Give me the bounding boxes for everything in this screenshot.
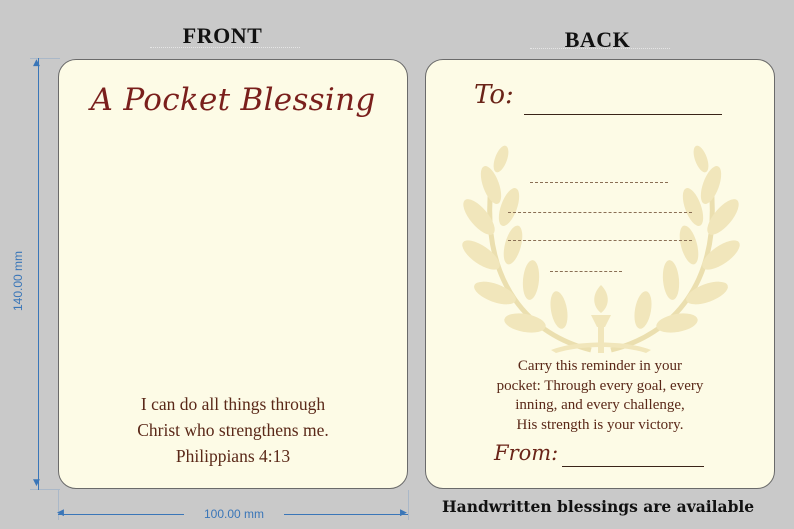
laurel-wreath-icon: [451, 145, 751, 355]
to-write-line: [524, 114, 722, 115]
message-write-line: [508, 212, 692, 213]
height-dimension-line: [38, 58, 39, 490]
back-card: [425, 59, 775, 489]
card-title: A Pocket Blessing: [90, 82, 376, 118]
verse-line: Christ who strengthens me.: [137, 420, 329, 440]
from-write-line: [562, 466, 704, 467]
back-heading: BACK: [564, 27, 631, 52]
front-heading-underline: [150, 47, 300, 48]
footer-note: Handwritten blessings are available: [442, 497, 755, 516]
message-write-line: [530, 182, 668, 183]
verse-reference: Philippians 4:13: [175, 446, 291, 466]
back-heading-underline: [530, 48, 670, 49]
to-label: To:: [474, 80, 514, 110]
verse-line: I can do all things through: [140, 394, 326, 414]
front-heading: FRONT: [182, 23, 263, 48]
arrow-right-icon: ▶: [400, 508, 407, 518]
message-line: pocket: Through every goal, every: [496, 377, 704, 394]
message-line: His strength is your victory.: [516, 416, 684, 433]
height-extension-bottom: [30, 489, 60, 490]
arrow-up-icon: ▲: [33, 58, 40, 68]
message-line: inning, and every challenge,: [515, 397, 685, 413]
message-write-line: [550, 271, 622, 272]
bible-verse: [59, 392, 407, 470]
back-message: [426, 357, 774, 435]
width-extension-right: [408, 490, 409, 520]
height-dimension-label: 140.00 mm: [11, 250, 25, 312]
from-label: From:: [494, 441, 559, 465]
arrow-down-icon: ▼: [33, 478, 40, 488]
width-dimension-label: 100.00 mm: [184, 507, 284, 521]
message-line: Carry this reminder in your: [517, 358, 683, 374]
front-card: [58, 59, 408, 489]
message-write-line: [508, 240, 692, 241]
arrow-left-icon: ◀: [57, 508, 64, 518]
